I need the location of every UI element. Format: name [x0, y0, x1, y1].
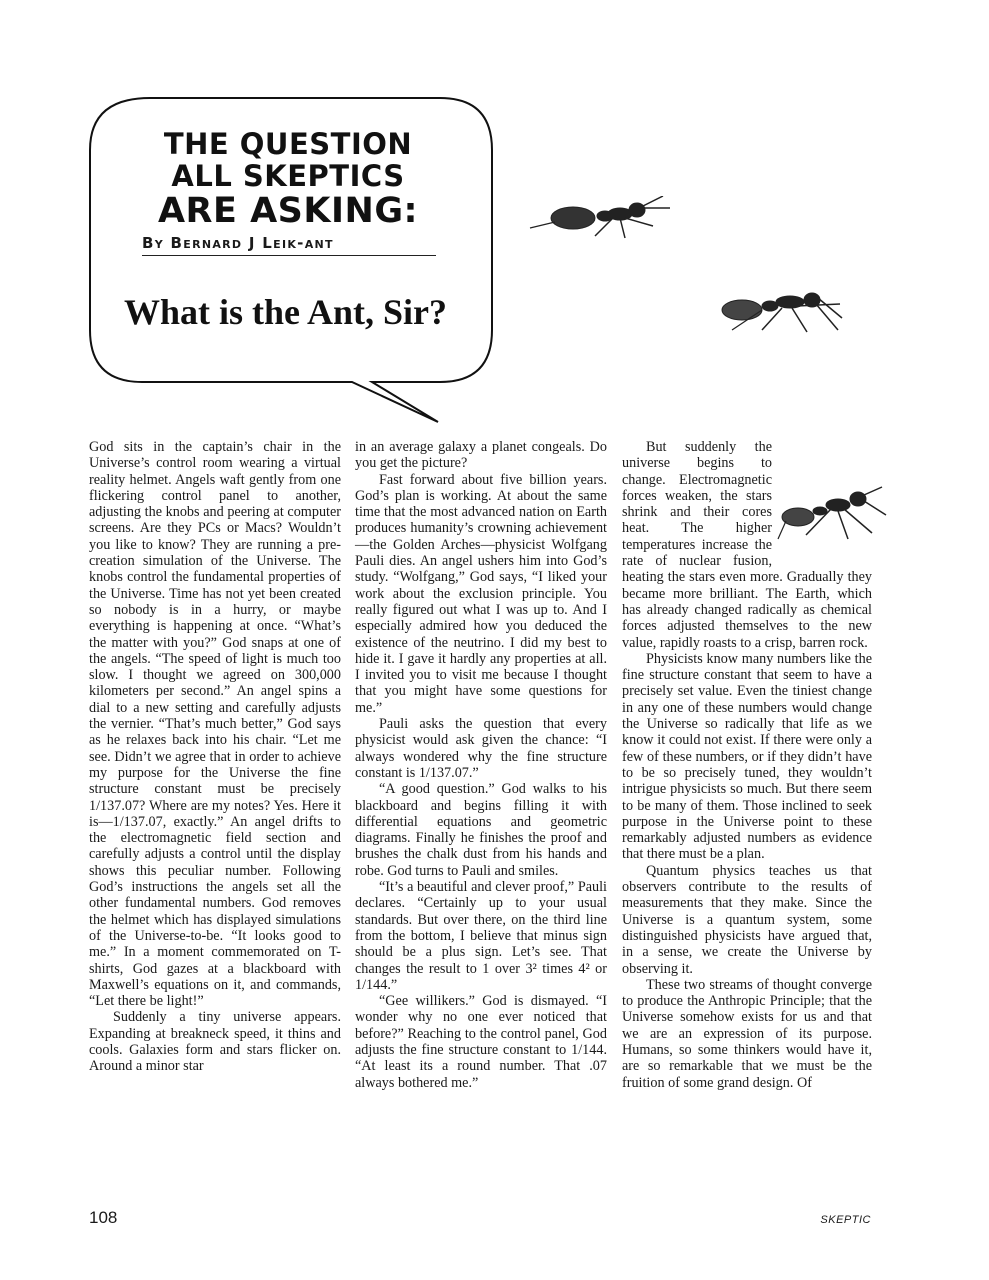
magazine-name: SKEPTIC	[820, 1214, 871, 1226]
paragraph: “It’s a beautiful and clever proof,” Pauli declares. “Certainly up to your usual standards. But over there, on the third line from the bottom, I believe that minus sign should be a plus sign. Let’s see. That changes the result to 1 over 3² times 4² or 1/144.”	[355, 879, 607, 993]
paragraph: “Gee willikers.” God is dismayed. “I wonder why no one ever noticed that before?” Reaching to the control panel, God adjusts the fine structure constant to 1/144. “At least its a round number. That .07 always bothered me.”	[355, 993, 607, 1091]
paragraph: Quantum physics teaches us that observers contribute to the results of measurements that they make. Since the Universe is a quantum system, some distinguished physicists have argued that, in a sense, we create the Universe by observing it.	[622, 862, 872, 977]
paragraph-text: But suddenly the universe begins to change. Electromagnetic forces weaken, the stars shrink and their cores heat. The higher temperatures increase the rate of nuclear fusion, heating the stars even more. Gradually they became more brilliant. The Earth, which has already changed radically as chemical forces adjusted themselves to the new value, rapidly roasts to a crisp, barren rock.	[622, 439, 872, 651]
text-column-3	[622, 439, 872, 1091]
paragraph: Suddenly a tiny universe appears. Expanding at breakneck speed, it thins and cools. Galaxies form and stars flicker on. Around a minor star	[89, 1009, 341, 1075]
paragraph-with-ant	[622, 439, 872, 651]
paragraph: Fast forward about five billion years. God’s plan is working. At about the same time that the most advanced nation on Earth produces humanity’s crowning achievement—the Golden Arches—physicist Wolfgang Pauli dies. An angel ushers him into God’s study. “Wolfgang,” God says, “I liked your work about the exclusion principle. You really figured out what I was up to. And I especially admired how you deduced the existence of the neutrino. I did my best to hide it. I gave it hardly any properties at all. I invited you to visit me because I thought that you might have some questions for me.”	[355, 471, 607, 716]
ant-icon-2	[712, 290, 852, 340]
headline: What is the Ant, Sir?	[124, 292, 448, 332]
paragraph: God sits in the captain’s chair in the Universe’s control room wearing a virtual reality helmet. Angels waft gently from one flickering control panel to another, adjusting the knobs and peering at computer screens. Are they PCs or Macs? Wouldn’t you like to know? They are running a pre-creation simulation of the Universe. The knobs control the fundamental properties of the Universe. Time has not yet been created so nobody is in a hurry, or maybe everything is happening at once. “What’s the matter with you?” God snaps at one of the angels. “The speed of light is much too slow. I thought we agreed on 300,000 kilometers per second.” An angel spins a dial to a new setting and carefully adjusts the vernier. “That’s much better,” God says as he relaxes back into his chair. “Let me see. Didn’t we agree that in order to achieve my purpose for the Universe the fine structure constant must be precisely 1/137.07? Where are my notes? Yes. Here it is—1/137.07, exactly.” An angel drifts to the electromagnetic field section and carefully adjusts a control until the display shows this peculiar number. Following God’s instructions the angels set all the other fundamental numbers. God removes the helmet which has displayed simulations of the Universe-to-be. “It looks good to me.” In a moment commemorated on T-shirts, God gazes at a blackboard with Maxwell’s equations on it, and commands, “Let there be light!”	[89, 439, 341, 1010]
kicker-line-1: THE QUESTION	[163, 127, 413, 161]
paragraph: in an average galaxy a planet congeals. Do you get the picture?	[355, 439, 607, 472]
kicker-line-3: ARE ASKING:	[157, 191, 419, 231]
ant-icon-1	[525, 196, 675, 246]
paragraph: Physicists know many numbers like the fine structure constant that seem to have a precisely set value. Even the tiniest change in any one of these numbers would change the Universe so radically that life as we know it could not exist. If there were only a few of these numbers, or if they didn’t have to be so precisely tuned, they wouldn’t intrigue physicists so much. But there seem to be many of them. Those inclined to seek purpose in the Universe point to these remarkably adjusted numbers as evidence that there must be a plan.	[622, 650, 872, 863]
byline: By Bernard J Leik-ant	[142, 234, 436, 256]
paragraph: Pauli asks the question that every physicist would ask given the chance: “I always wondered why the fine structure constant is 1/137.07.”	[355, 716, 607, 781]
page-number: 108	[89, 1208, 118, 1227]
kicker-line-2: ALL SKEPTICS	[171, 159, 405, 193]
text-column-2	[355, 439, 607, 1091]
text-column-1	[89, 439, 341, 1075]
paragraph: These two streams of thought converge to produce the Anthropic Principle; that the Universe somehow exists for us and that we are an expression of its purpose. Humans, so some thinkers would have it, are so remarkable that we must be the fruition of some grand design. Of	[622, 976, 872, 1091]
ant-icon-3	[776, 479, 888, 559]
paragraph: “A good question.” God walks to his blackboard and begins filling it with differential equations and geometric diagrams. Finally he finishes the proof and brushes the chalk dust from his hands and robe. God turns to Pauli and smiles.	[355, 781, 607, 879]
